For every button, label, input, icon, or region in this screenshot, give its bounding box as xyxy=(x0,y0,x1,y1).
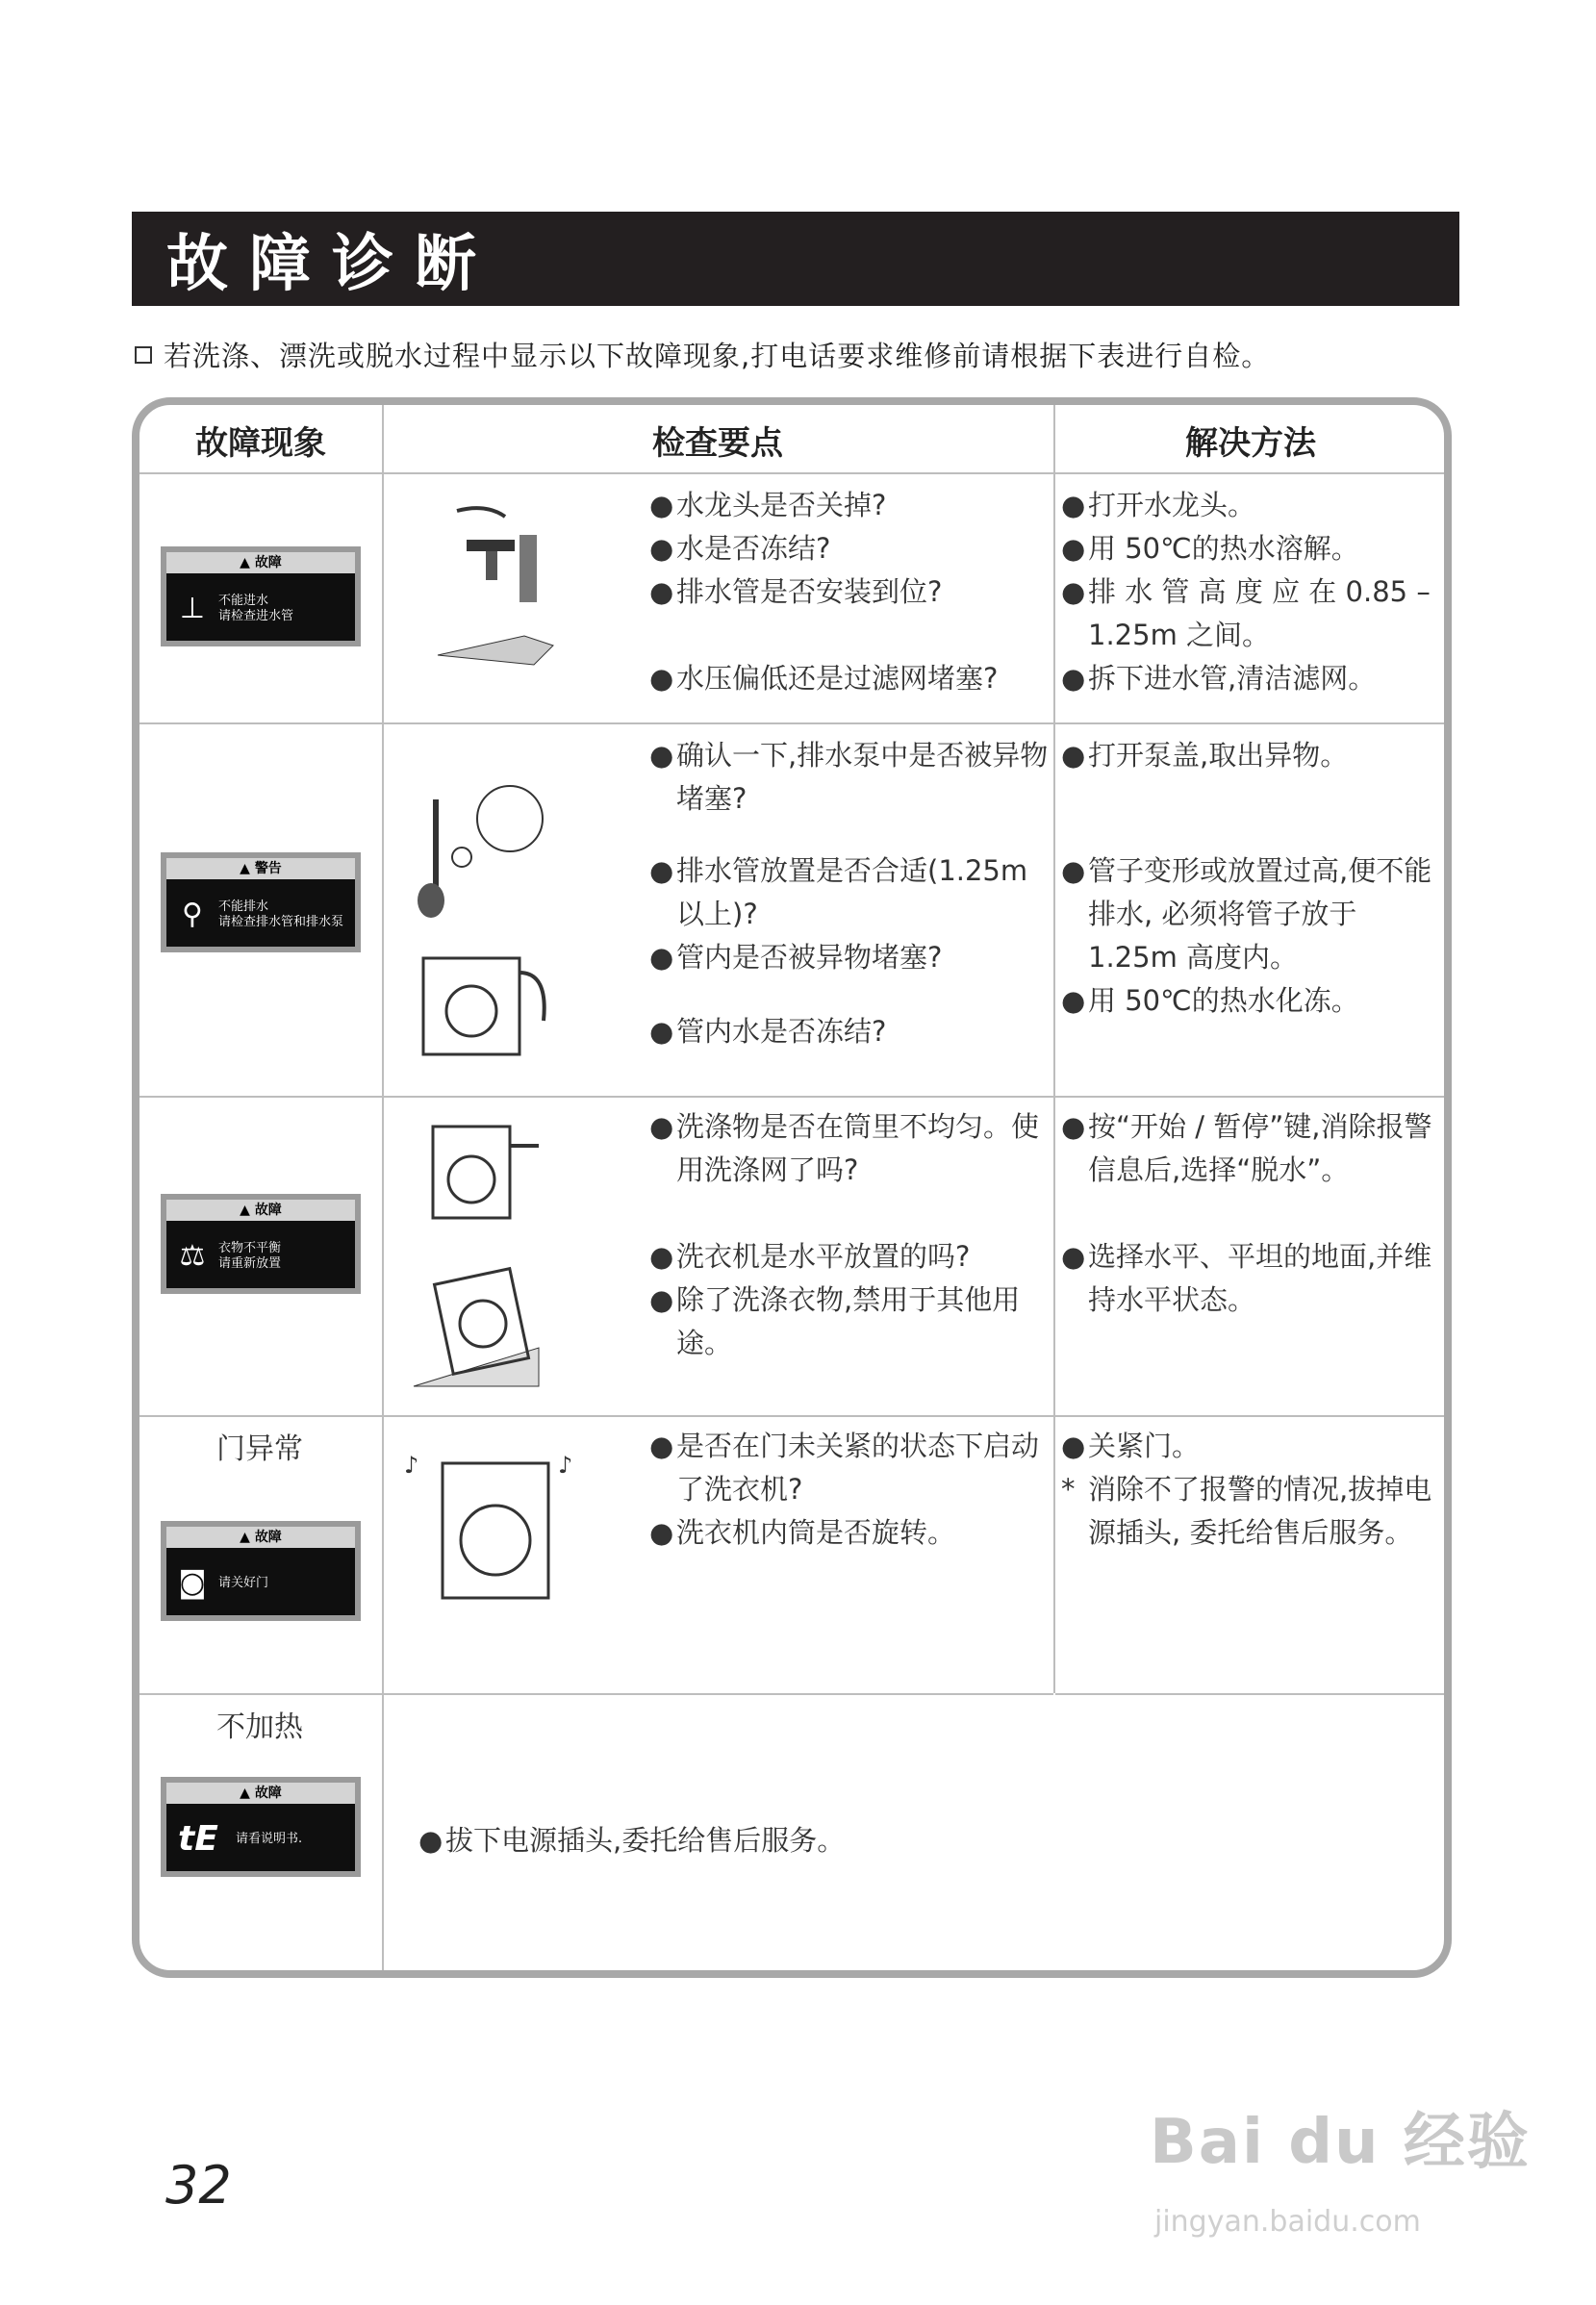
row4-sol-1: 关紧门。 xyxy=(1088,1430,1201,1462)
row1-solutions: ● 打开水龙头。 ● 用 50℃的热水溶解。 ● 排 水 管 高 度 应 在 0.85 – 1.25m 之间。 ● 拆下进水管,清洁滤网。 xyxy=(1061,484,1436,700)
diagnosis-table xyxy=(132,397,1452,1978)
row2-checks: ● 确认一下,排水泵中是否被异物堵塞? ● 排水管放置是否合适(1.25m以上)? ● 管内是否被异物堵塞? ● 管内水是否冻结? xyxy=(649,734,1049,1053)
row1-sol-2: 用 50℃的热水溶解。 xyxy=(1088,532,1359,565)
row5-symptom-label: 不加热 xyxy=(216,1710,303,1744)
row1-checks: ● 水龙头是否关掉? ● 水是否冻结? ● 排水管是否安装到位? ● 水压偏低还是过滤网堵塞? xyxy=(401,484,1046,700)
row1-check-3: 排水管是否安装到位? xyxy=(676,575,943,608)
page-title: 故障诊断 xyxy=(132,212,1459,306)
drain-icon: ⚲ xyxy=(182,898,203,931)
row4-symptom-label: 门异常 xyxy=(216,1432,303,1466)
checkbox-square-icon xyxy=(135,346,152,364)
header-solution: 解决方法 xyxy=(1185,424,1316,463)
watermark-url: jingyan.baidu.com xyxy=(1154,2205,1421,2239)
row2-check-2: 排水管放置是否合适(1.25m以上)? xyxy=(676,854,1028,930)
row3-check-2: 洗衣机是水平放置的吗? xyxy=(676,1240,971,1273)
panel-header: ▲ 故障 xyxy=(166,1783,355,1804)
panel-msg-line2: 请检查排水管和排水泵 xyxy=(218,915,344,929)
row2-solutions: ● 打开泵盖,取出异物。 ● 管子变形或放置过高,便不能排水, 必须将管子放于 1.25m 高度内。 ● 用 50℃的热水化冻。 xyxy=(1061,734,1436,1023)
panel-header: ▲ 警告 xyxy=(166,858,355,879)
error-panel-no-drain xyxy=(161,852,361,952)
panel-msg-line1: 衣物不平衡 xyxy=(218,1241,282,1255)
watermark-logo: Bai du 经验 xyxy=(1150,2107,1531,2178)
error-code: tE xyxy=(178,1819,218,1859)
balance-icon: ⚖ xyxy=(179,1239,206,1273)
row1-check-5: 水压偏低还是过滤网堵塞? xyxy=(676,662,999,695)
panel-msg-line2: 请检查进水管 xyxy=(218,609,294,623)
row2-check-3: 管内是否被异物堵塞? xyxy=(676,941,943,974)
row3-check-3: 除了洗涤衣物,禁用于其他用途。 xyxy=(676,1283,1021,1359)
row4-check-2: 洗衣机内筒是否旋转。 xyxy=(676,1516,956,1549)
row2-check-1: 确认一下,排水泵中是否被异物堵塞? xyxy=(676,739,1049,815)
faucet-icon: ⊥ xyxy=(179,592,206,625)
row2-sol-1: 打开泵盖,取出异物。 xyxy=(1088,739,1349,772)
row1-sol-3: 排 水 管 高 度 应 在 0.85 – 1.25m 之间。 xyxy=(1088,575,1431,651)
panel-msg-line2: 请重新放置 xyxy=(218,1256,282,1271)
error-panel-no-water xyxy=(161,546,361,646)
row1-check-2: 水是否冻结? xyxy=(676,532,831,565)
intro-text: 若洗涤、漂洗或脱水过程中显示以下故障现象,打电话要求维修前请根据下表进行自检。 xyxy=(164,340,1271,372)
row1-sol-1: 打开水龙头。 xyxy=(1088,489,1256,521)
svg-text:♪: ♪ xyxy=(558,1452,573,1479)
row3-sol-1: 按“开始 / 暂停”键,消除报警信息后,选择“脱水”。 xyxy=(1088,1110,1432,1186)
error-panel-unbalance xyxy=(161,1194,361,1294)
header-symptom: 故障现象 xyxy=(195,424,326,463)
panel-msg-line1: 请看说明书. xyxy=(236,1832,303,1846)
row4-sol-2: 消除不了报警的情况,拔掉电源插头, 委托给售后服务。 xyxy=(1088,1473,1432,1549)
row3-solutions: ● 按“开始 / 暂停”键,消除报警信息后,选择“脱水”。 ● 选择水平、平坦的地面,并维持水平状态。 xyxy=(1061,1105,1436,1322)
panel-header: ▲ 故障 xyxy=(166,552,355,573)
row4-check-1: 是否在门未关紧的状态下启动了洗衣机? xyxy=(676,1430,1040,1506)
row3-check-1: 洗涤物是否在筒里不均匀。使用洗涤网了吗? xyxy=(676,1110,1040,1186)
row5-check-1: 拔下电源插头,委托给售后服务。 xyxy=(445,1824,846,1857)
row2-check-4: 管内水是否冻结? xyxy=(676,1015,887,1048)
panel-msg-line1: 不能进水 xyxy=(218,594,269,608)
svg-text:♪: ♪ xyxy=(404,1452,419,1479)
row4-solutions: ● 关紧门。 * 消除不了报警的情况,拔掉电源插头, 委托给售后服务。 xyxy=(1061,1425,1436,1555)
intro-line xyxy=(135,335,1270,374)
door-icon: ◙ xyxy=(178,1566,207,1600)
row1-sol-4: 拆下进水管,清洁滤网。 xyxy=(1088,662,1377,695)
page-number: 32 xyxy=(165,2155,232,2216)
panel-header: ▲ 故障 xyxy=(166,1200,355,1221)
washer-door-illustration-icon xyxy=(394,1434,587,1646)
error-panel-door xyxy=(161,1521,361,1621)
row2-sol-2: 管子变形或放置过高,便不能排水, 必须将管子放于 1.25m 高度内。 xyxy=(1088,854,1432,974)
panel-msg-line1: 不能排水 xyxy=(218,899,269,914)
header-check: 检查要点 xyxy=(652,424,783,463)
row4-checks: ● 是否在门未关紧的状态下启动了洗衣机? ● 洗衣机内筒是否旋转。 xyxy=(649,1425,1049,1555)
row3-sol-2: 选择水平、平坦的地面,并维持水平状态。 xyxy=(1088,1240,1432,1316)
washer-tilt-illustration-icon xyxy=(404,1107,558,1396)
panel-msg-line1: 请关好门 xyxy=(218,1576,269,1590)
row1-check-1: 水龙头是否关掉? xyxy=(676,489,887,521)
error-panel-no-heat xyxy=(161,1777,361,1877)
row3-checks: ● 洗涤物是否在筒里不均匀。使用洗涤网了吗? ● 洗衣机是水平放置的吗? ● 除了洗涤衣物,禁用于其他用途。 xyxy=(649,1105,1049,1365)
row2-sol-3: 用 50℃的热水化冻。 xyxy=(1088,984,1359,1017)
panel-header: ▲ 故障 xyxy=(166,1527,355,1548)
drain-illustration-icon xyxy=(404,780,558,1069)
row5-checks: ● 拔下电源插头,委托给售后服务。 xyxy=(418,1819,1284,1862)
